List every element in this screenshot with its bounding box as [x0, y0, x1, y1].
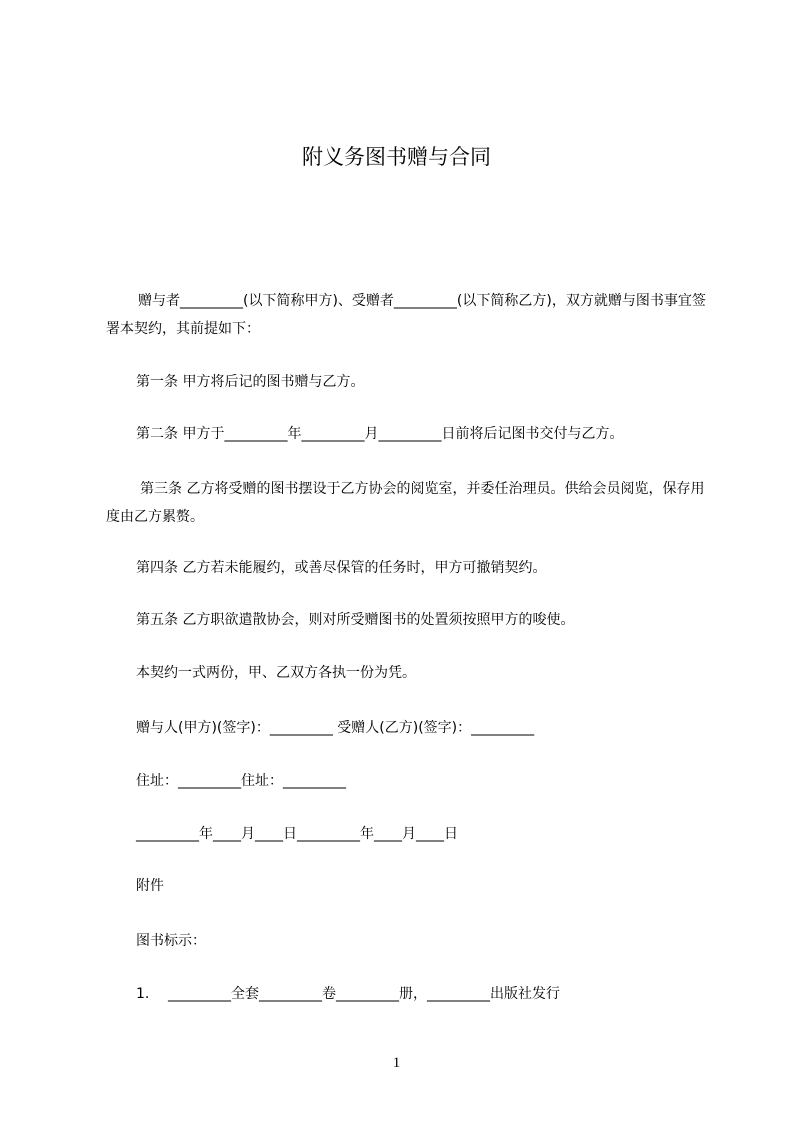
intro-text: 赠与者_________(以下简称甲方)、受赠者_________(以下简称乙方)，双方就赠与图书事宜签署本契约，其前提如下：	[106, 293, 706, 337]
article-3	[106, 475, 706, 531]
copies-clause: 本契约一式两份，甲、乙双方各执一份为凭。	[136, 665, 416, 681]
address-line: 住址：_________住址：_________	[136, 773, 346, 789]
book-label: 图书标示：	[136, 933, 206, 949]
attachment-label: 附件	[136, 878, 164, 894]
article-1: 第一条 甲方将后记的图书赠与乙方。	[136, 374, 365, 390]
signature-line: 赠与人(甲方)(签字)：_________ 受赠人(乙方)(签字)：_________	[136, 720, 535, 736]
intro-paragraph	[106, 287, 706, 343]
article-4: 第四条 乙方若未能履约，或善尽保管的任务时，甲方可撤销契约。	[136, 560, 547, 576]
article-5: 第五条 乙方职欲遣散协会，则对所受赠图书的处置须按照甲方的唆使。	[136, 612, 575, 628]
article-3-text: 第三条 乙方将受赠的图书摆设于乙方协会的阅览室，并委任治理员。供给会员阅览，保存用度由乙方累赘。	[106, 481, 705, 525]
date-line: _________年____月____日_________年____月____日	[136, 826, 458, 842]
book-item-1: _________全套_________卷_________册，_________出版社发行	[168, 986, 560, 1002]
article-2: 第二条 甲方于_________年_________月_________日前将后记图书交付与乙方。	[136, 426, 624, 442]
document-title: 附义务图书赠与合同	[302, 145, 491, 169]
page-number: 1	[392, 1055, 401, 1071]
book-item-number: 1.	[136, 986, 150, 1002]
